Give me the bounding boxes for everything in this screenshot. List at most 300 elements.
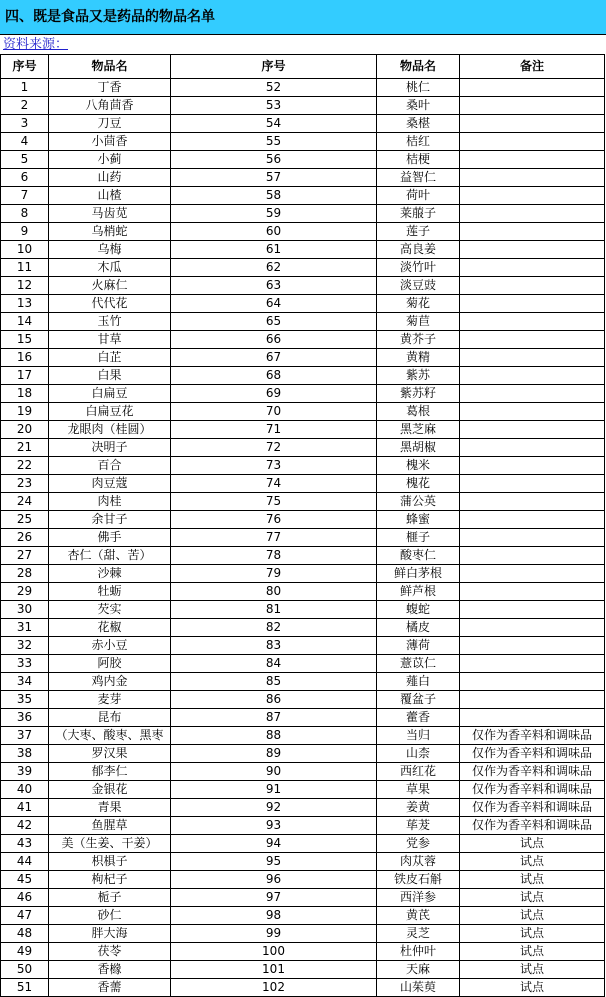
cell-name-1[interactable]: （大枣、酸枣、黑枣 [49,727,171,745]
cell-name-2[interactable]: 肉苁蓉 [377,853,460,871]
cell-index-1[interactable]: 36 [1,709,49,727]
cell-note[interactable] [460,313,605,331]
cell-name-2[interactable]: 荷叶 [377,187,460,205]
cell-name-2[interactable]: 覆盆子 [377,691,460,709]
cell-name-2[interactable]: 酸枣仁 [377,547,460,565]
cell-index-2[interactable]: 92 [171,799,377,817]
cell-index-2[interactable]: 75 [171,493,377,511]
cell-index-1[interactable]: 14 [1,313,49,331]
cell-name-1[interactable]: 阿胶 [49,655,171,673]
cell-note[interactable] [460,115,605,133]
cell-name-1[interactable]: 栀子 [49,889,171,907]
cell-name-1[interactable]: 决明子 [49,439,171,457]
table-row [1,133,605,151]
cell-name-1[interactable]: 马齿苋 [49,205,171,223]
cell-name-1[interactable]: 佛手 [49,529,171,547]
cell-name-2[interactable]: 淡豆豉 [377,277,460,295]
cell-index-2[interactable]: 78 [171,547,377,565]
cell-index-1[interactable]: 6 [1,169,49,187]
table-row [1,259,605,277]
cell-note[interactable] [460,439,605,457]
cell-name-1[interactable]: 枳椇子 [49,853,171,871]
cell-name-2[interactable]: 榧子 [377,529,460,547]
cell-name-2[interactable]: 黑胡椒 [377,439,460,457]
cell-index-1[interactable]: 47 [1,907,49,925]
cell-index-2[interactable]: 94 [171,835,377,853]
cell-name-2[interactable]: 荜茇 [377,817,460,835]
cell-index-1[interactable]: 34 [1,673,49,691]
cell-index-1[interactable]: 12 [1,277,49,295]
cell-index-1[interactable]: 4 [1,133,49,151]
header-cell-name-2[interactable]: 物品名 [377,55,460,79]
cell-name-2[interactable]: 淡竹叶 [377,259,460,277]
cell-name-1[interactable]: 乌梢蛇 [49,223,171,241]
cell-note[interactable] [460,79,605,97]
cell-index-2[interactable]: 91 [171,781,377,799]
cell-name-1[interactable]: 余甘子 [49,511,171,529]
table-row [1,475,605,493]
cell-index-1[interactable]: 3 [1,115,49,133]
cell-note[interactable] [460,475,605,493]
cell-note[interactable] [460,673,605,691]
cell-index-1[interactable]: 30 [1,601,49,619]
table-row [1,583,605,601]
cell-index-2[interactable]: 64 [171,295,377,313]
table-row [1,493,605,511]
cell-name-1[interactable]: 刀豆 [49,115,171,133]
cell-note[interactable] [460,277,605,295]
cell-note[interactable] [460,331,605,349]
cell-index-2[interactable]: 63 [171,277,377,295]
cell-name-2[interactable]: 桔红 [377,133,460,151]
table-row [1,151,605,169]
table-row [1,169,605,187]
cell-name-1[interactable]: 郁李仁 [49,763,171,781]
cell-index-1[interactable]: 43 [1,835,49,853]
table-row [1,673,605,691]
table-row [1,853,605,871]
cell-note[interactable] [460,97,605,115]
table-row [1,79,605,97]
cell-index-1[interactable]: 2 [1,97,49,115]
cell-index-2[interactable]: 102 [171,979,377,997]
cell-note[interactable] [460,403,605,421]
cell-index-2[interactable]: 54 [171,115,377,133]
header-cell-name-1[interactable]: 物品名 [49,55,171,79]
cell-index-1[interactable]: 5 [1,151,49,169]
cell-name-1[interactable]: 麦芽 [49,691,171,709]
cell-index-1[interactable]: 1 [1,79,49,97]
cell-index-2[interactable]: 81 [171,601,377,619]
cell-name-1[interactable]: 龙眼肉（桂圆） [49,421,171,439]
cell-name-2[interactable]: 天麻 [377,961,460,979]
cell-index-1[interactable]: 32 [1,637,49,655]
cell-index-1[interactable]: 7 [1,187,49,205]
cell-index-2[interactable]: 93 [171,817,377,835]
cell-index-2[interactable]: 85 [171,673,377,691]
cell-name-1[interactable]: 胖大海 [49,925,171,943]
table-row [1,331,605,349]
table-row [1,187,605,205]
cell-name-2[interactable]: 黄芪 [377,907,460,925]
table-row [1,691,605,709]
cell-name-1[interactable]: 白果 [49,367,171,385]
cell-index-2[interactable]: 88 [171,727,377,745]
cell-name-2[interactable]: 莱菔子 [377,205,460,223]
cell-name-2[interactable]: 杜仲叶 [377,943,460,961]
cell-name-2[interactable]: 山柰 [377,745,460,763]
cell-name-1[interactable]: 小蓟 [49,151,171,169]
cell-index-1[interactable]: 28 [1,565,49,583]
cell-index-1[interactable]: 25 [1,511,49,529]
cell-note[interactable]: 试点 [460,835,605,853]
cell-index-1[interactable]: 44 [1,853,49,871]
cell-name-2[interactable]: 草果 [377,781,460,799]
cell-index-1[interactable]: 48 [1,925,49,943]
cell-name-1[interactable]: 甘草 [49,331,171,349]
table-row [1,817,605,835]
cell-index-2[interactable]: 57 [171,169,377,187]
table-row [1,637,605,655]
cell-name-1[interactable]: 木瓜 [49,259,171,277]
cell-note[interactable] [460,169,605,187]
cell-name-1[interactable]: 丁香 [49,79,171,97]
cell-index-2[interactable]: 100 [171,943,377,961]
cell-name-1[interactable]: 赤小豆 [49,637,171,655]
cell-note[interactable] [460,151,605,169]
table-row [1,223,605,241]
table-row [1,205,605,223]
cell-note[interactable] [460,295,605,313]
cell-note[interactable] [460,421,605,439]
cell-index-1[interactable]: 35 [1,691,49,709]
source-link[interactable]: 资料来源： [3,37,69,52]
header-row [1,55,605,79]
cell-index-2[interactable]: 61 [171,241,377,259]
cell-name-1[interactable]: 青果 [49,799,171,817]
table-row [1,763,605,781]
cell-index-1[interactable]: 24 [1,493,49,511]
cell-index-1[interactable]: 45 [1,871,49,889]
cell-note[interactable] [460,223,605,241]
cell-note[interactable] [460,529,605,547]
cell-note[interactable] [460,457,605,475]
cell-note[interactable] [460,367,605,385]
cell-name-2[interactable]: 槐米 [377,457,460,475]
cell-index-1[interactable]: 27 [1,547,49,565]
table-row [1,241,605,259]
cell-note[interactable] [460,385,605,403]
cell-name-1[interactable]: 砂仁 [49,907,171,925]
cell-index-1[interactable]: 11 [1,259,49,277]
cell-name-2[interactable]: 薏苡仁 [377,655,460,673]
table-row [1,385,605,403]
header-cell-note[interactable]: 备注 [460,55,605,79]
cell-note[interactable]: 仅作为香辛料和调味品 [460,745,605,763]
cell-index-1[interactable]: 40 [1,781,49,799]
cell-name-2[interactable]: 鲜芦根 [377,583,460,601]
cell-name-2[interactable]: 西洋参 [377,889,460,907]
cell-index-2[interactable]: 99 [171,925,377,943]
cell-index-2[interactable]: 97 [171,889,377,907]
table-row [1,655,605,673]
cell-name-1[interactable]: 白扁豆 [49,385,171,403]
table-row [1,277,605,295]
cell-name-2[interactable]: 党参 [377,835,460,853]
cell-index-1[interactable]: 41 [1,799,49,817]
cell-name-1[interactable]: 乌梅 [49,241,171,259]
cell-name-1[interactable]: 茯苓 [49,943,171,961]
cell-name-2[interactable]: 蝮蛇 [377,601,460,619]
cell-name-2[interactable]: 黄精 [377,349,460,367]
cell-index-2[interactable]: 69 [171,385,377,403]
cell-name-2[interactable]: 益智仁 [377,169,460,187]
cell-note[interactable]: 试点 [460,871,605,889]
cell-note[interactable] [460,619,605,637]
table-row [1,511,605,529]
cell-name-2[interactable]: 莲子 [377,223,460,241]
cell-name-2[interactable]: 藿香 [377,709,460,727]
cell-note[interactable] [460,547,605,565]
cell-note[interactable]: 仅作为香辛料和调味品 [460,781,605,799]
cell-name-2[interactable]: 桑叶 [377,97,460,115]
cell-name-1[interactable]: 金银花 [49,781,171,799]
cell-note[interactable]: 试点 [460,961,605,979]
cell-index-2[interactable]: 98 [171,907,377,925]
cell-name-1[interactable]: 芡实 [49,601,171,619]
table-row [1,529,605,547]
cell-index-2[interactable]: 82 [171,619,377,637]
cell-note[interactable]: 试点 [460,943,605,961]
items-table [0,54,605,997]
table-row [1,313,605,331]
cell-name-2[interactable]: 菊花 [377,295,460,313]
cell-note[interactable]: 仅作为香辛料和调味品 [460,817,605,835]
cell-name-2[interactable]: 黄芥子 [377,331,460,349]
cell-note[interactable] [460,205,605,223]
cell-name-2[interactable]: 蒲公英 [377,493,460,511]
cell-index-1[interactable]: 38 [1,745,49,763]
cell-index-1[interactable]: 26 [1,529,49,547]
cell-name-1[interactable]: 玉竹 [49,313,171,331]
cell-note[interactable] [460,691,605,709]
cell-name-1[interactable]: 山楂 [49,187,171,205]
cell-note[interactable] [460,259,605,277]
table-row [1,565,605,583]
cell-index-2[interactable]: 55 [171,133,377,151]
cell-index-2[interactable]: 52 [171,79,377,97]
cell-index-1[interactable]: 46 [1,889,49,907]
cell-note[interactable] [460,583,605,601]
table-row [1,979,605,997]
cell-name-1[interactable]: 鸡内金 [49,673,171,691]
cell-name-2[interactable]: 灵芝 [377,925,460,943]
table-row [1,619,605,637]
header-cell-index-1[interactable]: 序号 [1,55,49,79]
cell-note[interactable] [460,601,605,619]
table-row [1,943,605,961]
cell-note[interactable]: 仅作为香辛料和调味品 [460,799,605,817]
cell-index-1[interactable]: 33 [1,655,49,673]
cell-index-1[interactable]: 15 [1,331,49,349]
cell-note[interactable] [460,133,605,151]
cell-index-2[interactable]: 101 [171,961,377,979]
cell-note[interactable]: 试点 [460,979,605,997]
cell-index-1[interactable]: 29 [1,583,49,601]
table-row [1,403,605,421]
cell-name-1[interactable]: 美（生姜、干姜） [49,835,171,853]
cell-name-1[interactable]: 鱼腥草 [49,817,171,835]
cell-note[interactable]: 试点 [460,907,605,925]
header-cell-index-2[interactable]: 序号 [171,55,377,79]
cell-name-1[interactable]: 白芷 [49,349,171,367]
cell-name-2[interactable]: 槐花 [377,475,460,493]
cell-index-2[interactable]: 59 [171,205,377,223]
sheet-title[interactable]: 四、既是食品又是药品的物品名单 [0,0,606,35]
cell-index-1[interactable]: 8 [1,205,49,223]
cell-index-2[interactable]: 56 [171,151,377,169]
table-row [1,781,605,799]
cell-index-1[interactable]: 10 [1,241,49,259]
cell-name-2[interactable]: 紫苏 [377,367,460,385]
cell-index-1[interactable]: 17 [1,367,49,385]
cell-index-2[interactable]: 87 [171,709,377,727]
cell-name-2[interactable]: 蜂蜜 [377,511,460,529]
cell-note[interactable]: 仅作为香辛料和调味品 [460,763,605,781]
cell-index-1[interactable]: 22 [1,457,49,475]
cell-index-2[interactable]: 71 [171,421,377,439]
cell-name-1[interactable]: 牡蛎 [49,583,171,601]
cell-index-2[interactable]: 86 [171,691,377,709]
cell-name-1[interactable]: 火麻仁 [49,277,171,295]
cell-index-2[interactable]: 67 [171,349,377,367]
cell-name-2[interactable]: 葛根 [377,403,460,421]
cell-note[interactable] [460,511,605,529]
cell-note[interactable] [460,241,605,259]
cell-name-1[interactable]: 香薷 [49,979,171,997]
cell-index-2[interactable]: 74 [171,475,377,493]
cell-index-2[interactable]: 58 [171,187,377,205]
cell-name-1[interactable]: 白扁豆花 [49,403,171,421]
cell-name-2[interactable]: 当归 [377,727,460,745]
cell-name-2[interactable]: 橘皮 [377,619,460,637]
cell-index-1[interactable]: 16 [1,349,49,367]
cell-index-2[interactable]: 53 [171,97,377,115]
cell-name-1[interactable]: 山药 [49,169,171,187]
cell-name-2[interactable]: 铁皮石斛 [377,871,460,889]
cell-name-2[interactable]: 桔梗 [377,151,460,169]
cell-note[interactable]: 仅作为香辛料和调味品 [460,727,605,745]
cell-index-1[interactable]: 39 [1,763,49,781]
cell-note[interactable] [460,637,605,655]
cell-note[interactable] [460,655,605,673]
cell-index-2[interactable]: 73 [171,457,377,475]
cell-name-2[interactable]: 山茱萸 [377,979,460,997]
table-row [1,907,605,925]
cell-index-1[interactable]: 20 [1,421,49,439]
cell-name-2[interactable]: 紫苏籽 [377,385,460,403]
cell-index-2[interactable]: 65 [171,313,377,331]
cell-index-2[interactable]: 70 [171,403,377,421]
cell-index-1[interactable]: 18 [1,385,49,403]
cell-name-2[interactable]: 菊苣 [377,313,460,331]
cell-index-1[interactable]: 51 [1,979,49,997]
cell-name-1[interactable]: 花椒 [49,619,171,637]
cell-name-1[interactable]: 肉桂 [49,493,171,511]
cell-index-2[interactable]: 95 [171,853,377,871]
cell-index-2[interactable]: 77 [171,529,377,547]
cell-index-1[interactable]: 37 [1,727,49,745]
cell-name-2[interactable]: 高良姜 [377,241,460,259]
cell-name-2[interactable]: 鲜白茅根 [377,565,460,583]
cell-name-2[interactable]: 姜黄 [377,799,460,817]
cell-note[interactable]: 试点 [460,853,605,871]
cell-note[interactable] [460,493,605,511]
cell-name-2[interactable]: 薤白 [377,673,460,691]
cell-name-1[interactable]: 枸杞子 [49,871,171,889]
cell-name-1[interactable]: 昆布 [49,709,171,727]
cell-name-1[interactable]: 肉豆蔻 [49,475,171,493]
cell-index-2[interactable]: 89 [171,745,377,763]
table-row [1,295,605,313]
cell-index-1[interactable]: 31 [1,619,49,637]
cell-note[interactable] [460,187,605,205]
cell-index-2[interactable]: 84 [171,655,377,673]
cell-name-1[interactable]: 小茴香 [49,133,171,151]
cell-name-1[interactable]: 杏仁（甜、苦） [49,547,171,565]
table-row [1,115,605,133]
cell-note[interactable] [460,565,605,583]
cell-index-2[interactable]: 80 [171,583,377,601]
cell-index-1[interactable]: 49 [1,943,49,961]
cell-index-2[interactable]: 60 [171,223,377,241]
cell-index-2[interactable]: 72 [171,439,377,457]
cell-index-1[interactable]: 42 [1,817,49,835]
table-row [1,925,605,943]
cell-name-1[interactable]: 代代花 [49,295,171,313]
cell-index-1[interactable]: 19 [1,403,49,421]
cell-name-2[interactable]: 薄荷 [377,637,460,655]
cell-name-2[interactable]: 西红花 [377,763,460,781]
cell-index-2[interactable]: 66 [171,331,377,349]
cell-index-2[interactable]: 79 [171,565,377,583]
cell-index-1[interactable]: 50 [1,961,49,979]
cell-index-2[interactable]: 76 [171,511,377,529]
cell-index-1[interactable]: 21 [1,439,49,457]
cell-note[interactable] [460,709,605,727]
cell-name-1[interactable]: 百合 [49,457,171,475]
cell-index-2[interactable]: 68 [171,367,377,385]
cell-name-2[interactable]: 桃仁 [377,79,460,97]
cell-index-2[interactable]: 90 [171,763,377,781]
cell-name-1[interactable]: 沙棘 [49,565,171,583]
cell-name-1[interactable]: 罗汉果 [49,745,171,763]
cell-name-2[interactable]: 黑芝麻 [377,421,460,439]
cell-name-1[interactable]: 八角茴香 [49,97,171,115]
cell-note[interactable]: 试点 [460,925,605,943]
cell-name-2[interactable]: 桑椹 [377,115,460,133]
table-row [1,421,605,439]
cell-index-2[interactable]: 62 [171,259,377,277]
cell-name-1[interactable]: 香橼 [49,961,171,979]
cell-index-1[interactable]: 13 [1,295,49,313]
cell-index-2[interactable]: 83 [171,637,377,655]
cell-index-2[interactable]: 96 [171,871,377,889]
cell-index-1[interactable]: 23 [1,475,49,493]
cell-note[interactable]: 试点 [460,889,605,907]
cell-note[interactable] [460,349,605,367]
cell-index-1[interactable]: 9 [1,223,49,241]
